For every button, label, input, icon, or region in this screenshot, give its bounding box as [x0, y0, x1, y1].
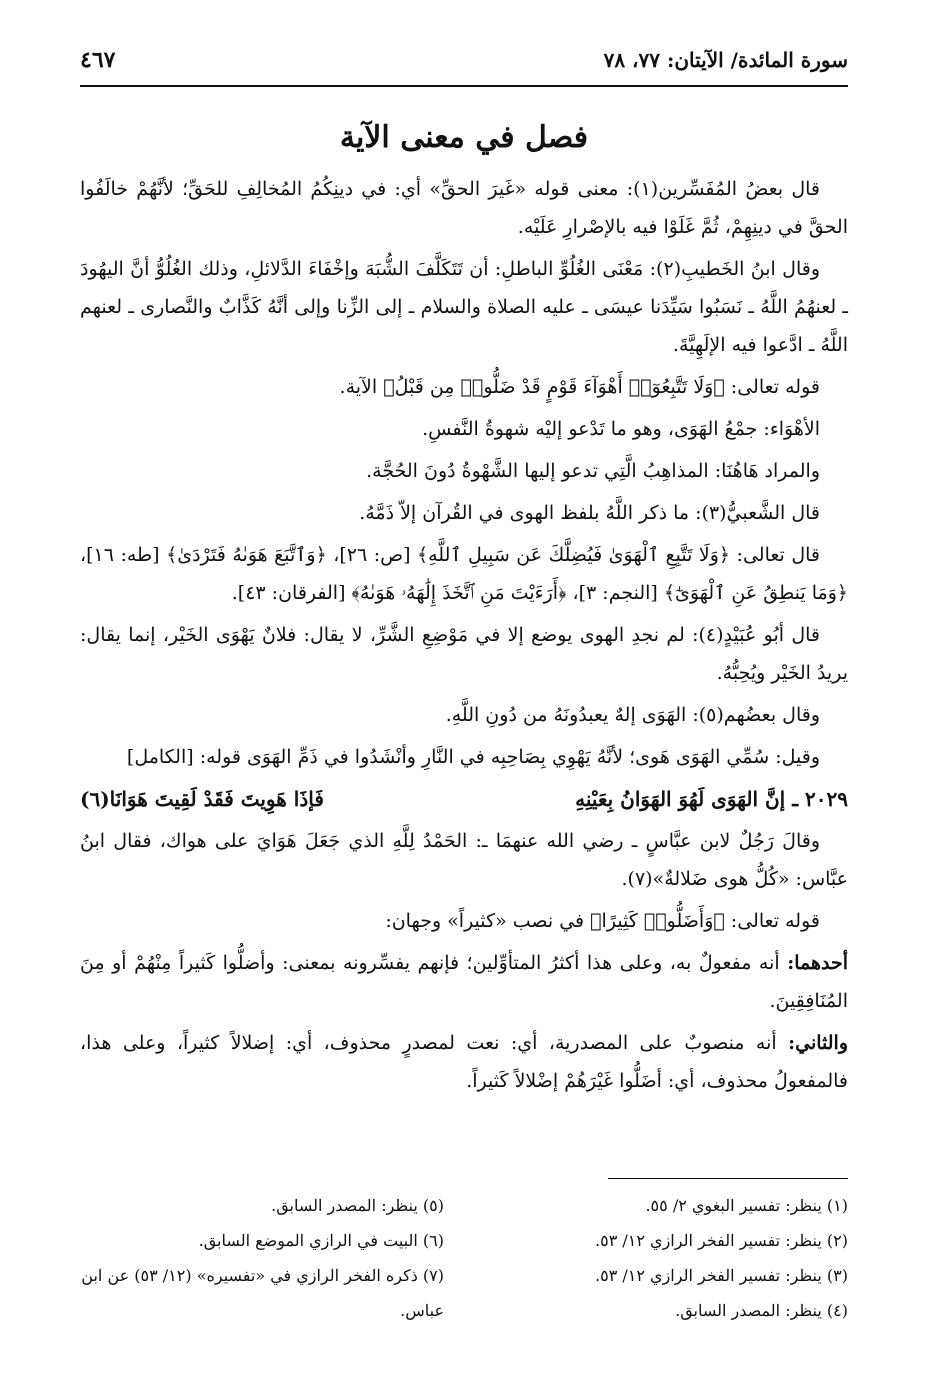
section-title: فصل في معنى الآية — [339, 120, 589, 155]
page-number: ٤٦٧ — [80, 47, 116, 73]
footnote-divider — [608, 1178, 848, 1179]
running-title: سورة المائدة/ الآيتان: ٧٧، ٧٨ — [603, 48, 848, 72]
paragraph: قال تعالى: ﴿وَلَا تَتَّبِعِ ٱلْهَوَىٰ فَيُضِلَّكَ عَن سَبِيلِ ٱللَّهِ﴾ [ص: ٢٦]، ﴿وَٱتَّبَعَ هَوَىٰهُ فَتَرْدَىٰ﴾ [طه: ١٦]، ﴿وَمَا يَنطِقُ عَنِ ٱلْهَوَىٰٓ﴾ [النجم: ٣]، ﴿أَرَءَيْتَ مَنِ ٱتَّخَذَ إِلَٰهَهُۥ هَوَىٰهُ﴾ [الفرقان: ٤٣]. — [80, 544, 848, 604]
paragraph: وقيل: سُمِّي الهَوَى هَوى؛ لأنَّهُ يَهْوِي بِصَاحِبِه في النَّارِ وأنْشَدُوا في ذَمِّ الهَوَى قوله: [الكامل] — [126, 746, 820, 768]
footnote: (٧) ذكره الفخر الرازي في «تفسيره» (١٢/ ٥٣) عن ابن عباس. — [81, 1266, 444, 1320]
paragraph-label: أحدهما: — [787, 952, 848, 974]
paragraph: قال بعضُ المُفَسِّرين(١): معنى قوله «غَيرَ الحقِّ» أي: في دينِكُمُ المُخالِفِ للحَقِّ؛ لأنَّهُمْ خالَفُوا الحقَّ في دينِهِمْ، ثُمَّ غَلَوْا فيه بالإصْرارِ عَلَيْه. — [80, 178, 848, 238]
footnote: (٥) ينظر: المصدر السابق. — [271, 1196, 444, 1215]
footnote: (٤) ينظر: المصدر السابق. — [675, 1301, 848, 1320]
footnote: (١) ينظر: تفسير البغوي ٢/ ٥٥. — [645, 1196, 848, 1215]
verse-second-half: فَإذَا هَوِيتَ فَقَدْ لَقِيتَ هَوَانَا(٦) — [80, 787, 324, 811]
verse-number: ٢٠٢٩ ـ — [792, 787, 848, 811]
header-divider — [80, 85, 848, 87]
footnote: (٦) البيت في الرازي الموضع السابق. — [198, 1231, 444, 1250]
paragraph: قوله تعالى: ﴿وَلَا تَتَّبِعُوٓا۟ أَهْوَآءَ قَوْمٍ قَدْ ضَلُّوا۟ مِن قَبْلُ﴾ الآية. — [339, 376, 820, 398]
verse-first-half: ٢٠٢٩ ـ إنَّ الهَوَى لَهُوَ الهَوَانُ بِعَيْنِهِ — [575, 787, 848, 811]
poetry-verse — [80, 780, 848, 818]
footnotes — [80, 1188, 848, 1328]
paragraph: وقال بعضُهم(٥): الهَوَى إلهٌ يعبدُونَهُ من دُونِ اللَّهِ. — [445, 704, 820, 726]
main-text — [80, 170, 848, 1104]
page-header — [80, 40, 848, 80]
footnote: (٢) ينظر: تفسير الفخر الرازي ١٢/ ٥٣. — [595, 1231, 848, 1250]
footnotes-column-left — [80, 1188, 464, 1328]
paragraph: وقال ابنُ الخَطيبِ(٢): مَعْنَى الغُلُوِّ الباطلِ: أن تَتَكَلَّفَ الشُّبَهَ وإخْفَاءَ الدَّلائلِ، وذلك الغُلُوُّ أنَّ اليهُودَ ـ لعنهُمُ اللَّهُ ـ نَسَبُوا سَيِّدَنا عيسَى ـ عليه الصلاة والسلام ـ إلى الزِّنا وإلى أنَّهُ كَذَّابٌ والنَّصارى ـ لعنهم اللَّهُ ـ ادَّعوا فيه الإلَهِيَّةَ. — [80, 258, 848, 356]
paragraph: والثاني: أنه منصوبٌ على المصدرية، أي: نعت لمصدرٍ محذوف، أي: إضلالاً كثيراً، وعلى هذا، فالمفعولُ محذوف، أي: أضَلُّوا غَيْرَهُمْ إضْلالاً كَثيراً. — [80, 1032, 848, 1092]
footnote: (٣) ينظر: تفسير الفخر الرازي ١٢/ ٥٣. — [595, 1266, 848, 1285]
paragraph-label: والثاني: — [788, 1032, 848, 1054]
paragraph: الأهْوَاء: جمْعُ الهَوَى، وهو ما تَدْعو إليْه شهوةُ النَّفسِ. — [422, 418, 820, 440]
paragraph: أحدهما: أنه مفعولٌ به، وعلى هذا أكثرُ المتأوِّلين؛ فإنهم يفسِّرونه بمعنى: وأضلُّوا كَثيراً مِنْهُمْ أو مِنَ المُنَافِقِينَ. — [80, 952, 848, 1012]
paragraph: والمراد هَاهُنَا: المذاهِبُ الَّتِي تدعو إليها الشَّهْوةُ دُونَ الحُجَّة. — [366, 460, 820, 482]
paragraph: قال الشَّعبيُّ(٣): ما ذكر اللَّهُ بلفظ الهوى في القُرآن إلاّ ذَمَّهُ. — [359, 502, 820, 524]
footnotes-column-right — [464, 1188, 848, 1328]
paragraph: قوله تعالى: ﴿وَأَضَلُّوا۟ كَثِيرًا﴾ في نصب «كثيراً» وجهان: — [385, 910, 820, 932]
paragraph: قال أبُو عُبَيْدٍ(٤): لم نجدِ الهوى يوضع إلا في مَوْضِعِ الشَّرِّ، لا يقال: فلانٌ يَهْوَى الخَيْر، إنما يقال: يريدُ الخَيْر ويُحِبُّهُ. — [80, 624, 848, 684]
paragraph: وقالَ رَجُلٌ لابن عبَّاسٍ ـ رضي الله عنهمَا ـ: الحَمْدُ لِلَّهِ الذي جَعَلَ هَوَايَ على هواك، فقال ابنُ عبَّاس: «كُلُّ هوى ضَلالةٌ»(٧). — [80, 830, 848, 890]
